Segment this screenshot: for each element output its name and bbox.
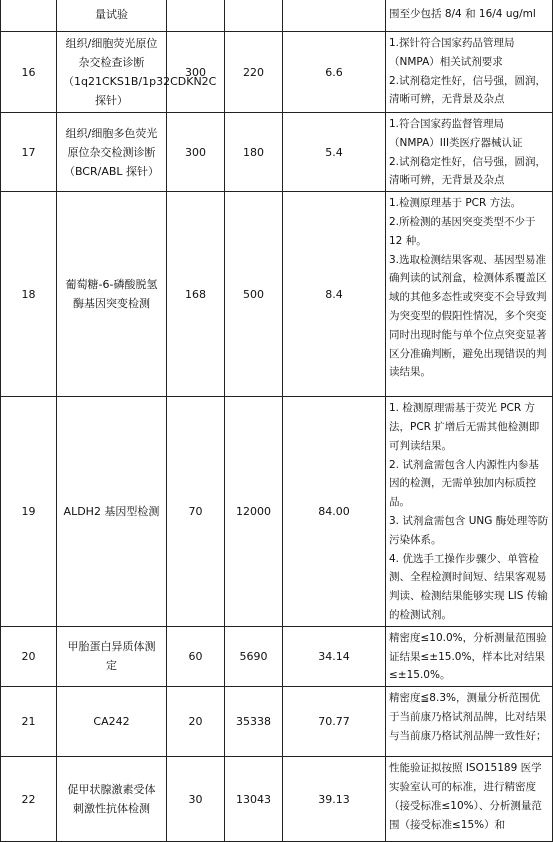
total-price-cell: 70.77 — [283, 687, 386, 757]
unit-price-cell: 5690 — [225, 626, 283, 686]
requirements-cell — [386, 192, 553, 397]
requirement-line: 围至少包括 8/4 和 16/4 ug/ml — [389, 8, 536, 21]
total-price-cell — [283, 0, 386, 32]
unit-price-cell: 220 — [225, 32, 283, 113]
table-row — [1, 32, 553, 113]
row-number-cell: 22 — [1, 757, 57, 842]
requirements-cell — [386, 113, 553, 192]
quantity-cell: 20 — [167, 687, 225, 757]
table-row — [1, 687, 553, 757]
row-number-cell: 16 — [1, 32, 57, 113]
requirement-line: 3. 试剂盒需包含 UNG 酶处理等防污染体系。 — [389, 514, 549, 546]
requirements-cell — [386, 0, 553, 32]
requirement-line: 1. 检测原理需基于荧光 PCR 方法，PCR 扩增后无需其他检测即可判读结果。 — [389, 402, 540, 452]
total-price-cell: 34.14 — [283, 626, 386, 686]
requirement-line: 性能验证拟按照 ISO15189 医学实验室认可的标准，进行精密度（接受标准≤10%）、分析测量范围（接受标准≤15%）和 — [389, 762, 542, 831]
item-name-cell: 量试验 — [57, 0, 167, 32]
requirement-line: 1.符合国家药监督管理局（NMPA）III类医疗器械认证 — [389, 118, 523, 149]
row-number-cell: 19 — [1, 397, 57, 627]
unit-price-cell — [225, 0, 283, 32]
requirement-line: 精密度≤10.0%，分析测量范围验证结果≤±15.0%，样本比对结果≤±15.0%。 — [389, 631, 547, 682]
quantity-cell: 30 — [167, 757, 225, 842]
table-row — [1, 192, 553, 397]
row-number-cell: 18 — [1, 192, 57, 397]
unit-price-cell: 12000 — [225, 397, 283, 627]
requirements-cell — [386, 757, 553, 842]
item-name-cell: 组织/细胞荧光原位杂交检查诊断（1q21CKS1B/1p32CDKN2C 探针） — [57, 32, 167, 113]
requirement-line: 2.试剂稳定性好，信号强，圆润，清晰可辨，无背景及杂点 — [389, 74, 547, 106]
row-number-cell: 21 — [1, 687, 57, 757]
unit-price-cell: 500 — [225, 192, 283, 397]
requirement-line: 4. 优选手工操作步骤少、单管检测、全程检测时间短、结果客观易判读、检测结果能够实现 LIS 传输的检测试剂。 — [389, 552, 548, 621]
quantity-cell — [167, 0, 225, 32]
total-price-cell: 8.4 — [283, 192, 386, 397]
quantity-cell: 300 — [167, 113, 225, 192]
item-name-cell: 甲胎蛋白异质体测定 — [57, 626, 167, 686]
item-name-cell: 促甲状腺激素受体刺激性抗体检测 — [57, 757, 167, 842]
requirement-line: 2.所检测的基因突变类型不少于 12 种。 — [389, 215, 536, 247]
item-name-cell: CA242 — [57, 687, 167, 757]
table-row — [1, 397, 553, 627]
item-name-cell: ALDH2 基因型检测 — [57, 397, 167, 627]
row-number-cell — [1, 0, 57, 32]
requirements-cell — [386, 32, 553, 113]
quantity-cell: 168 — [167, 192, 225, 397]
item-name-cell: 葡萄糖-6-磷酸脱氢酶基因突变检测 — [57, 192, 167, 397]
requirement-line: 2. 试剂盒需包含人内源性内参基因的检测，无需单独加内标质控品。 — [389, 458, 539, 509]
row-number-cell: 17 — [1, 113, 57, 192]
unit-price-cell: 35338 — [225, 687, 283, 757]
requirement-line: 1.探针符合国家药品管理局（NMPA）相关试剂要求 — [389, 37, 515, 68]
requirement-line: 精密度≦8.3%，测量分析范围优于当前康乃格试剂品牌，比对结果与当前康乃格试剂品牌一致性好； — [389, 692, 547, 742]
unit-price-cell: 13043 — [225, 757, 283, 842]
requirements-cell — [386, 626, 553, 686]
total-price-cell: 5.4 — [283, 113, 386, 192]
table-row — [1, 626, 553, 686]
row-number-cell: 20 — [1, 626, 57, 686]
table-body — [1, 0, 553, 842]
requirement-line: 3.选取检测结果客观、基因型易准确判读的试剂盒，检测体系覆盖区域的其他多态性或突变不会导致判为突变型的假阳性情况，多个突变同时出现时能与单个位点突变显著区分准确判断，避免出现错误的判读结果。 — [389, 253, 547, 379]
total-price-cell: 84.00 — [283, 397, 386, 627]
quantity-cell: 70 — [167, 397, 225, 627]
requirements-cell — [386, 687, 553, 757]
item-name-cell: 组织/细胞多色荧光原位杂交检测诊断（BCR/ABL 探针） — [57, 113, 167, 192]
total-price-cell: 6.6 — [283, 32, 386, 113]
table-row — [1, 757, 553, 842]
table-row — [1, 0, 553, 32]
quantity-cell: 300 — [167, 32, 225, 113]
quantity-cell: 60 — [167, 626, 225, 686]
total-price-cell: 39.13 — [283, 757, 386, 842]
unit-price-cell: 180 — [225, 113, 283, 192]
requirements-cell — [386, 397, 553, 627]
table-row — [1, 113, 553, 192]
requirement-line: 1.检测原理基于 PCR 方法。 — [389, 197, 522, 210]
requirement-line: 2.试剂稳定性好，信号强，圆润，清晰可辨，无背景及杂点 — [389, 155, 547, 187]
